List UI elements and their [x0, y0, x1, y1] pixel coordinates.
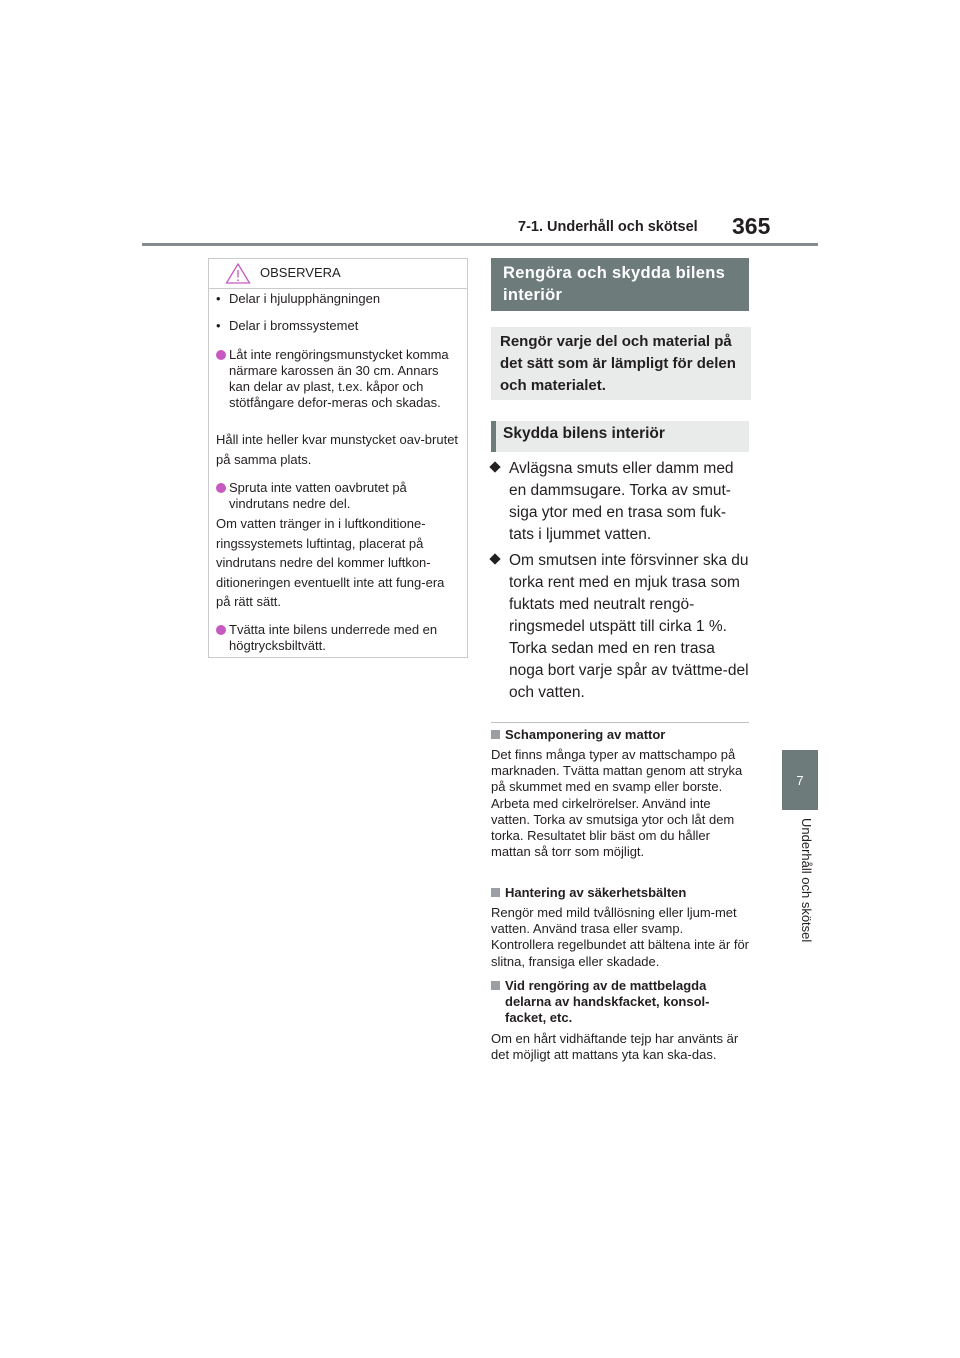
caution-paragraph: Om vatten tränger in i luftkonditione-ringssystemets luftintag, placerat på vindrutans nedre del kommer luftkon-ditioneringen eventuellt inte att fung-era på rätt sätt. — [216, 516, 445, 609]
section-title-box — [491, 258, 749, 311]
instruction-bullet: Avlägsna smuts eller damm med en dammsugare. Torka av smut-siga ytor med en trasa som fuk-tats i ljummet vatten. — [491, 458, 751, 546]
info-divider — [491, 722, 749, 723]
caution-header — [209, 259, 467, 289]
info-heading: Vid rengöring av de mattbelagda delarna av handskfacket, konsol-facket, etc. — [491, 978, 749, 1026]
caution-title: OBSERVERA — [260, 265, 341, 280]
bullet-dot-icon — [216, 483, 226, 493]
info-heading: Schamponering av mattor — [491, 727, 749, 743]
square-bullet-icon — [491, 730, 500, 739]
subsection-accent-bar — [491, 421, 496, 452]
caution-dash-item: • Delar i hjulupphängningen — [216, 291, 381, 306]
info-body: Det finns många typer av mattschampo på marknaden. Tvätta mattan genom att stryka på skummet med en svamp eller borste. Arbeta med cirkelrörelser. Använd inte vatten. Torka av smutsiga ytor och låt dem torka. Resultatet blir bäst om du håller mattan så torr som möjligt. — [491, 747, 743, 860]
subsection-title: Skydda bilens interiör — [503, 425, 665, 442]
square-bullet-icon — [491, 981, 500, 990]
page-number: 365 — [732, 213, 771, 239]
subsection-title-box — [491, 421, 749, 452]
intro-box — [491, 327, 751, 400]
caution-item: Tvätta inte bilens underrede med en högtrycksbiltvätt. — [216, 622, 461, 654]
bullet-diamond-icon — [489, 461, 500, 472]
square-bullet-icon — [491, 888, 500, 897]
chapter-tab-label: Underhåll och skötsel — [799, 818, 814, 943]
info-heading: Hantering av säkerhetsbälten — [491, 885, 749, 901]
caution-item: Spruta inte vatten oavbrutet på vindrutans nedre del. — [216, 480, 461, 512]
caution-box — [208, 258, 468, 658]
caution-dash-item: • Delar i bromssystemet — [216, 318, 359, 333]
bullet-dot-icon — [216, 350, 226, 360]
chapter-tab: 7 — [782, 750, 818, 810]
bullet-dot-icon — [216, 625, 226, 635]
section-title: Rengöra och skydda bilens interiör — [503, 264, 726, 304]
info-body: Rengör med mild tvållösning eller ljum-met vatten. Använd trasa eller svamp. Kontrollera regelbundet att bältena inte är för slitna, fransiga eller skadade. — [491, 905, 750, 969]
chapter-title: 7-1. Underhåll och skötsel — [518, 219, 698, 235]
header-divider — [142, 243, 818, 246]
caution-item: Låt inte rengöringsmunstycket komma närmare karossen än 30 cm. Annars kan delar av plast, t.ex. kåpor och stötfångare defor-meras och skadas. — [216, 347, 461, 411]
warning-triangle-icon — [225, 262, 251, 290]
caution-paragraph: Håll inte heller kvar munstycket oav-brutet på samma plats. — [216, 432, 459, 467]
instruction-bullet: Om smutsen inte försvinner ska du torka rent med en mjuk trasa som fuktats med neutralt rengö-ringsmedel utspätt till cirka 1 %. Torka sedan med en ren trasa noga bort varje spår av tvättme-del och vatten. — [491, 550, 751, 704]
info-body: Om en hårt vidhäftande tejp har använts är det möjligt att mattans yta kan ska-das. — [491, 1031, 739, 1063]
intro-text: Rengör varje del och material på det sätt som är lämpligt för delen och materialet. — [500, 333, 736, 394]
bullet-diamond-icon — [489, 553, 500, 564]
